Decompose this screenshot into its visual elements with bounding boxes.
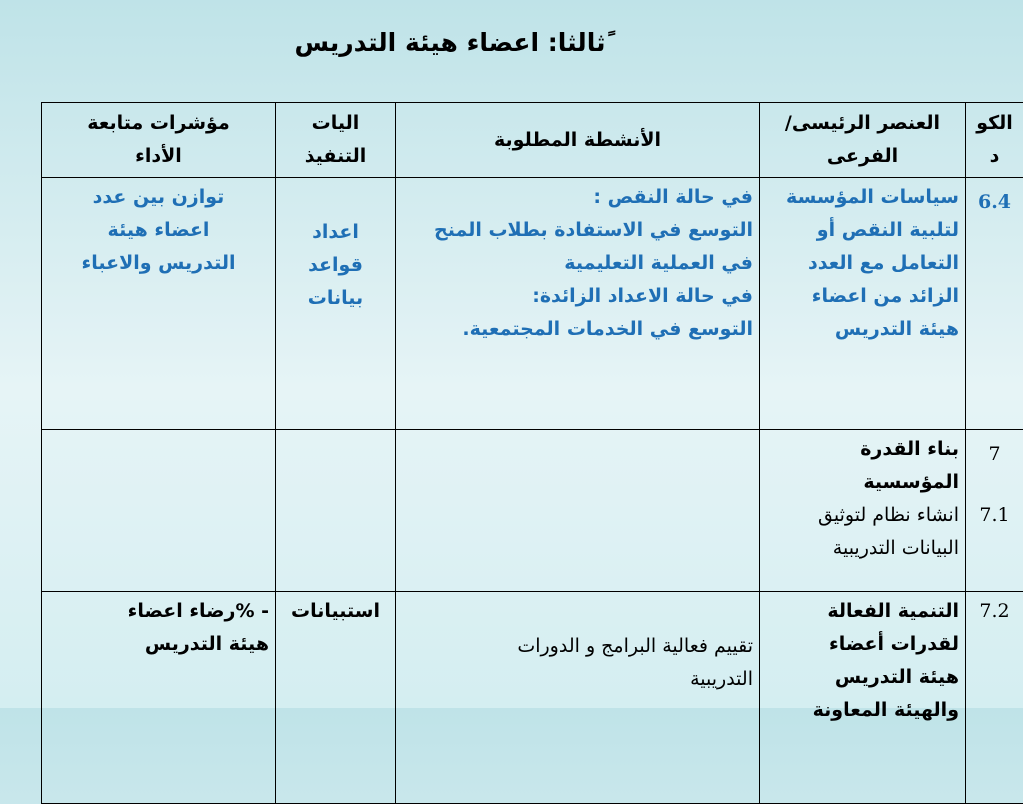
table-row [42,178,1023,430]
row-indicators [42,430,276,592]
row-code: 7 7.1 [966,430,1023,592]
header-activities: الأنشطة المطلوبة [396,103,760,178]
header-mechanisms: اليات التنفيذ [276,103,396,178]
row-code: 7.2 [966,592,1023,804]
row-indicators: - %رضاء اعضاء هيئة التدريس [42,592,276,804]
row-element: التنمية الفعالة لقدرات أعضاء هيئة التدريس والهيئة المعاونة [760,592,966,804]
header-code: الكو د [966,103,1023,178]
row-element: سياسات المؤسسة لتلبية النقص أو التعامل مع العدد الزائد من اعضاء هيئة التدريس [760,178,966,430]
header-element: العنصر الرئيسى/ الفرعى [760,103,966,178]
table-row [42,592,1023,804]
row-indicators: توازن بين عدد اعضاء هيئة التدريس والاعباء [42,178,276,430]
table-header-row [42,103,1023,178]
row-activities: في حالة النقص : التوسع في الاستفادة بطلاب المنح في العملية التعليمية في حالة الاعداد الزائدة: التوسع في الخدمات المجتمعية. [396,178,760,430]
plan-table [41,102,1023,804]
row-code: 6.4 [966,178,1023,430]
page-title: ًثالثا: اعضاء هيئة التدريس [0,28,900,57]
row-mechanisms [276,430,396,592]
row-mechanisms: استبيانات [276,592,396,804]
row-activities: تقييم فعالية البرامج و الدورات التدريبية [396,592,760,804]
header-indicators: مؤشرات متابعة الأداء [42,103,276,178]
row-mechanisms: اعداد قواعد بيانات [276,178,396,430]
table-row [42,430,1023,592]
row-activities [396,430,760,592]
row-element: بناء القدرة المؤسسية انشاء نظام لتوثيق البيانات التدريبية [760,430,966,592]
